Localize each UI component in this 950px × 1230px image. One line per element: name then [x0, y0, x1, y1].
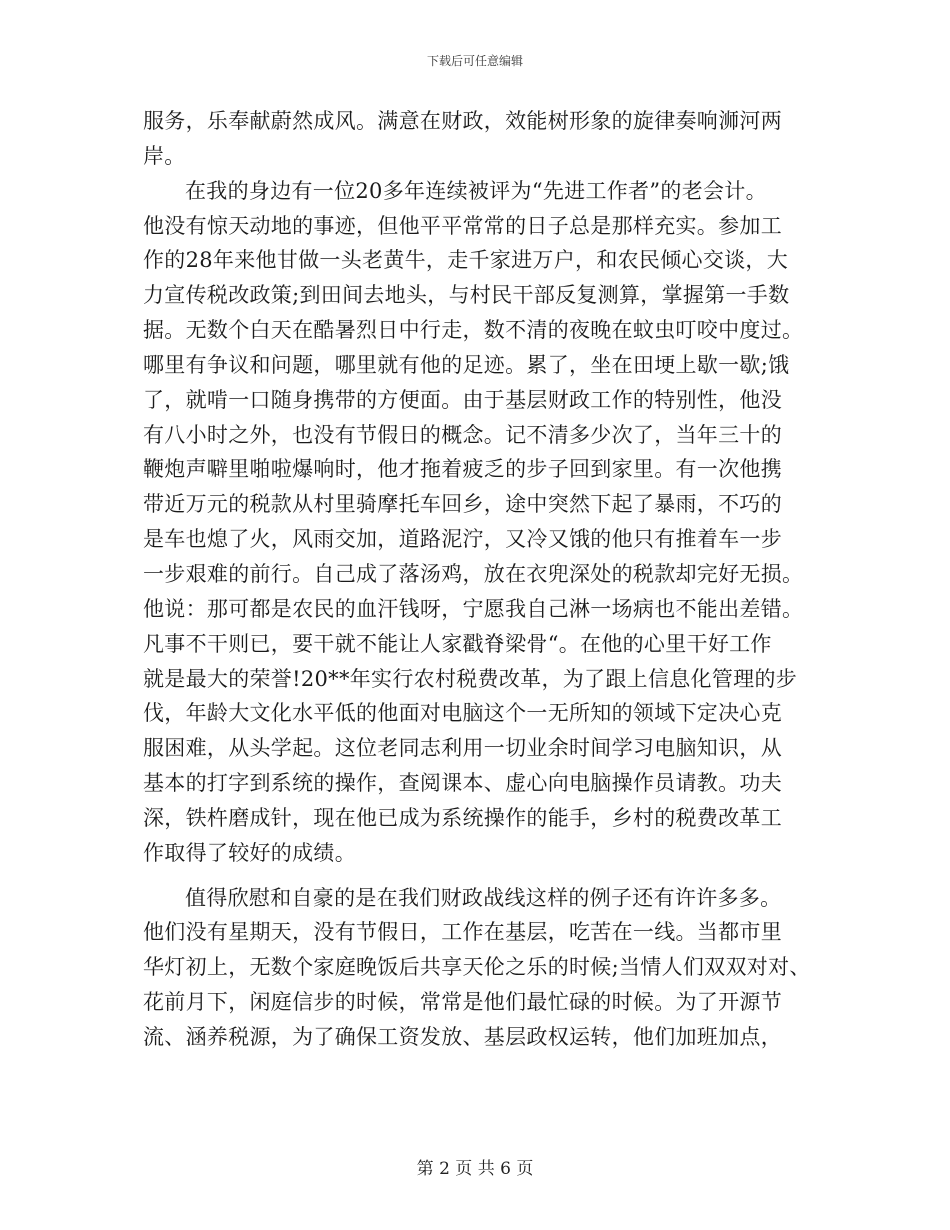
text-line: 他没有惊天动地的事迹，但他平平常常的日子总是那样充实。参加工: [143, 213, 782, 238]
text-line: 他说：那可都是农民的血汗钱呀，宁愿我自己淋一场病也不能出差错。: [143, 596, 804, 621]
text-line: 岸。: [143, 143, 186, 168]
text-line: 他们没有星期天，没有节假日，工作在基层，吃苦在一线。当都市里: [143, 920, 782, 945]
text-line: 是车也熄了火，风雨交加，道路泥泞，又冷又饿的他只有推着车一步: [143, 527, 782, 552]
text-line: 一步艰难的前行。自己成了落汤鸡，放在衣兜深处的税款却完好无损。: [143, 561, 804, 586]
text-line: 作的28年来他甘做一头老黄牛，走千家进万户，和农民倾心交谈，大: [143, 248, 789, 273]
text-line: 据。无数个白天在酷暑烈日中行走，数不清的夜晚在蚊虫叮咬中度过。: [143, 318, 804, 343]
text-line: 作取得了较好的成绩。: [143, 840, 356, 865]
text-line: 就是最大的荣誉!20**年实行农村税费改革，为了跟上信息化管理的步: [143, 666, 798, 691]
text-line: 鞭炮声噼里啪啦爆响时，他才拖着疲乏的步子回到家里。有一次他携: [143, 457, 782, 482]
text-line: 哪里有争议和问题，哪里就有他的足迹。累了，坐在田埂上歇一歇;饿: [143, 352, 790, 377]
page-header: 下载后可任意编辑: [426, 54, 523, 68]
page-footer: 第 2 页 共 6 页: [416, 1159, 534, 1179]
paragraph-first-line: 在我的身边有一位20多年连续被评为“先进工作者”的老会计。: [185, 178, 767, 203]
text-line: 凡事不干则已，要干就不能让人家戳脊梁骨“。在他的心里干好工作: [143, 631, 772, 656]
text-line: 带近万元的税款从村里骑摩托车回乡，途中突然下起了暴雨，不巧的: [143, 492, 782, 517]
text-line: 基本的打字到系统的操作，查阅课本、虚心向电脑操作员请教。功夫: [143, 771, 782, 796]
text-line: 流、涵养税源，为了确保工资发放、基层政权运转，他们加班加点，: [143, 1024, 782, 1049]
text-line: 有八小时之外，也没有节假日的概念。记不清多少次了，当年三十的: [143, 422, 782, 447]
text-line: 花前月下，闲庭信步的时候，常常是他们最忙碌的时候。为了开源节: [143, 990, 782, 1015]
paragraph-first-line: 值得欣慰和自豪的是在我们财政战线这样的例子还有许许多多。: [185, 885, 782, 910]
text-line: 伐，年龄大文化水平低的他面对电脑这个一无所知的领域下定决心克: [143, 701, 782, 726]
text-line: 深，铁杵磨成针，现在他已成为系统操作的能手，乡村的税费改革工: [143, 805, 782, 830]
text-line: 服务，乐奉献蔚然成风。满意在财政，效能树形象的旋律奏响浉河两: [143, 109, 782, 133]
text-line: 服困难，从头学起。这位老同志利用一切业余时间学习电脑知识，从: [143, 736, 782, 761]
document-body: [143, 104, 813, 1055]
text-line: 华灯初上，无数个家庭晚饭后共享天伦之乐的时候;当情人们双双对对、: [143, 955, 811, 980]
text-line: 力宣传税改政策;到田间去地头，与村民干部反复测算，掌握第一手数: [143, 283, 790, 308]
text-line: 了，就啃一口随身携带的方便面。由于基层财政工作的特别性，他没: [143, 387, 782, 412]
